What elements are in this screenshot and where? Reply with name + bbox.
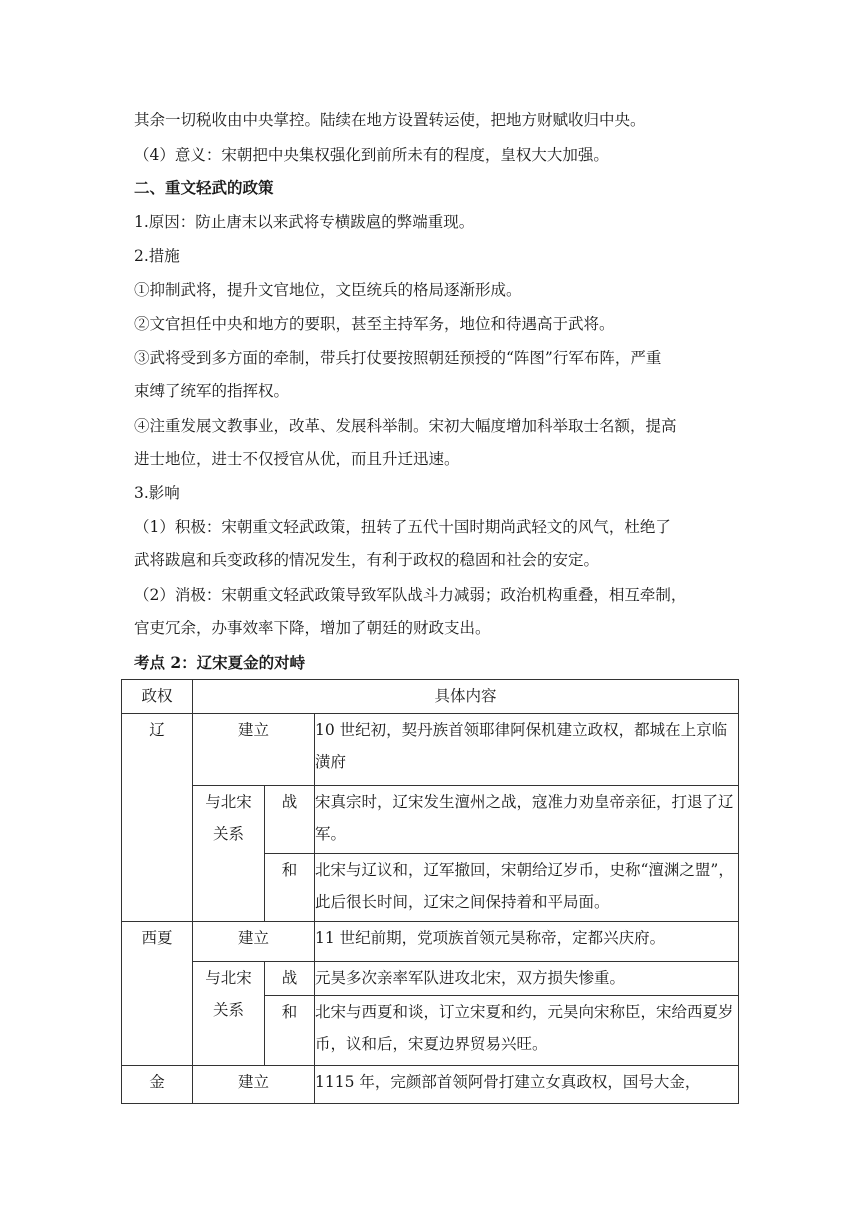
found-label: 建立 [193, 922, 315, 962]
xixia-war-text: 元昊多次亲率军队进攻北宋，双方损失惨重。 [315, 962, 739, 996]
text-line: ②文官担任中央和地方的要职，甚至主持军务，地位和待遇高于武将。 [134, 315, 615, 333]
header-regime: 政权 [122, 680, 193, 714]
text-line: 3.影响 [134, 484, 180, 502]
section-heading: 考点 2：辽宋夏金的对峙 [134, 653, 306, 672]
war-label: 战 [265, 962, 315, 996]
text-line: （4）意义：宋朝把中央集权强化到前所未有的程度，皇权大大加强。 [134, 146, 609, 164]
section-heading: 二、重文轻武的政策 [134, 178, 274, 197]
peace-label: 和 [265, 854, 315, 922]
liao-found-text: 10 世纪初，契丹族首领耶律阿保机建立政权，都城在上京临潢府 [315, 714, 739, 786]
regime-liao: 辽 [122, 714, 193, 922]
jin-found-text: 1115 年，完颜部首领阿骨打建立女真政权，国号大金， [315, 1066, 739, 1104]
regime-jin: 金 [122, 1066, 193, 1104]
relation-label: 与北宋关系 [193, 786, 265, 922]
xixia-peace-text: 北宋与西夏和谈，订立宋夏和约，元昊向宋称臣，宋给西夏岁币，议和后，宋夏边界贸易兴旺。 [315, 996, 739, 1066]
regime-table [121, 679, 739, 1104]
text-line: 2.措施 [134, 247, 180, 265]
text-line: （1）积极：宋朝重文轻武政策，扭转了五代十国时期尚武轻文的风气，杜绝了 [134, 518, 671, 536]
found-label: 建立 [193, 714, 315, 786]
liao-war-text: 宋真宗时，辽宋发生澶州之战，寇准力劝皇帝亲征，打退了辽军。 [315, 786, 739, 854]
text-line: 官吏冗余，办事效率下降，增加了朝廷的财政支出。 [134, 619, 491, 637]
war-label: 战 [265, 786, 315, 854]
relation-label: 与北宋关系 [193, 962, 265, 1066]
text-line: （2）消极：宋朝重文轻武政策导致军队战斗力减弱；政治机构重叠，相互牵制， [134, 586, 687, 604]
text-line: 武将跋扈和兵变政移的情况发生，有利于政权的稳固和社会的安定。 [134, 551, 600, 569]
text-line: 束缚了统军的指挥权。 [134, 382, 290, 400]
peace-label: 和 [265, 996, 315, 1066]
found-label: 建立 [193, 1066, 315, 1104]
text-line: 其余一切税收由中央掌控。陆续在地方设置转运使，把地方财赋收归中央。 [134, 111, 646, 129]
regime-xixia: 西夏 [122, 922, 193, 1066]
text-line: ③武将受到多方面的牵制，带兵打仗要按照朝廷预授的“阵图”行军布阵，严重 [134, 349, 662, 367]
text-line: ④注重发展文教事业，改革、发展科举制。宋初大幅度增加科举取士名额，提高 [134, 417, 677, 435]
header-content: 具体内容 [193, 680, 739, 714]
liao-peace-text: 北宋与辽议和，辽军撤回，宋朝给辽岁币，史称“澶渊之盟”，此后很长时间，辽宋之间保持着和平局面。 [315, 854, 739, 922]
text-line: ①抑制武将，提升文官地位，文臣统兵的格局逐渐形成。 [134, 281, 522, 299]
text-line: 进士地位，进士不仅授官从优，而且升迁迅速。 [134, 450, 460, 468]
text-line: 1.原因：防止唐末以来武将专横跋扈的弊端重现。 [134, 213, 475, 231]
xixia-found-text: 11 世纪前期，党项族首领元昊称帝，定都兴庆府。 [315, 922, 739, 962]
